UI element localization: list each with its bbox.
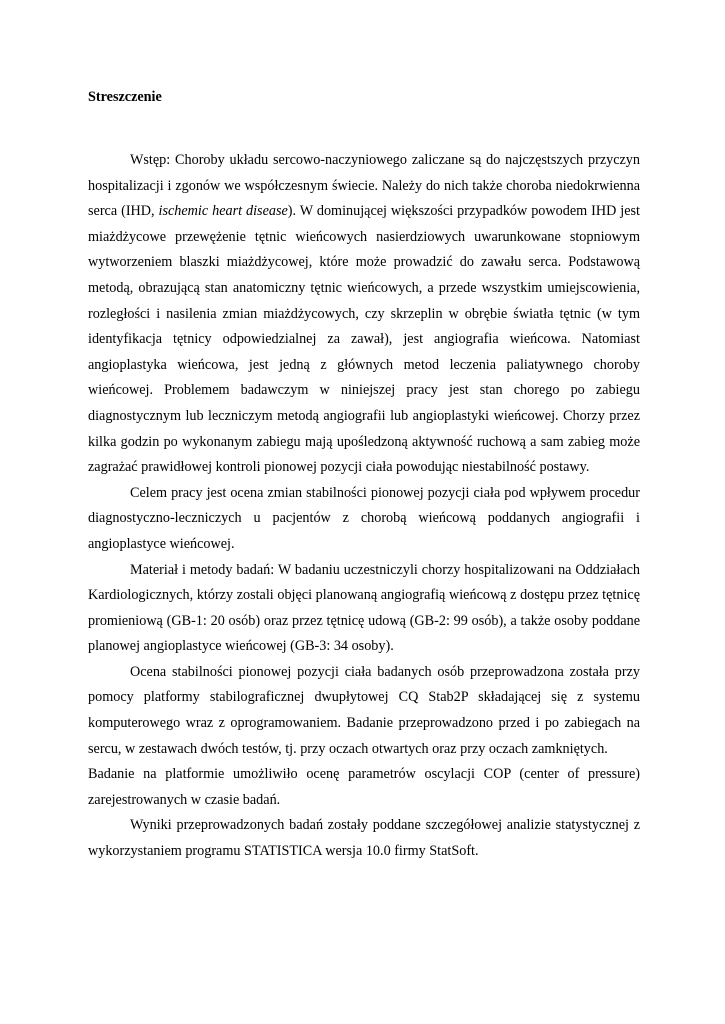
paragraph-introduction xyxy=(88,148,640,481)
paragraph-stability-assessment: Ocena stabilności pionowej pozycji ciała badanych osób przeprowadzona została przy pomocy platformy stabilograficznej dwupłytowej CQ Stab2P składającej się z systemu komputerowego wraz z oprogramowaniem. Badanie przeprowadzono przed i po zabiegach na sercu, w zestawach dwóch testów, tj. przy oczach otwartych oraz przy oczach zamkniętych. xyxy=(88,663,640,757)
paragraph-introduction-text-start: Wstęp: Choroby układu sercowo-naczyniowego zaliczane są do najczęstszych przyczyn hospitalizacji i zgonów we współczesnym świecie. Należy do nich także choroba niedokrwienna serca (IHD, xyxy=(88,152,640,220)
paragraph-introduction-italic-term: ischemic heart disease xyxy=(158,203,288,220)
paragraph-aim: Celem pracy jest ocena zmian stabilności pionowej pozycji ciała pod wpływem procedur diagnostyczno-leczniczych u pacjentów z chorobą wieńcową poddanych angiografii i angioplastyce wieńcowej. xyxy=(88,484,640,552)
paragraph-materials-methods: Materiał i metody badań: W badaniu uczestniczyli chorzy hospitalizowani na Oddziałach Kardiologicznych, którzy zostali objęci planowaną angiografią wieńcową z dostępu przez tętnicę promieniową (GB-1: 20 osób) oraz przez tętnicę udową (GB-2: 99 osób), a także osoby poddane planowej angioplastyce wieńcowej (GB-3: 34 osoby). xyxy=(88,561,640,655)
paragraph-introduction-text-end: ). W dominującej większości przypadków powodem IHD jest miażdżycowe przewężenie tętnic wieńcowych nasierdziowych uwarunkowane stopniowym wytworzeniem blaszki miażdżycowej, które może prowadzić do zawału serca. Podstawową metodą, obrazującą stan anatomiczny tętnic wieńcowych, a przede wszystkim umiejscowienia, rozległości i nasilenia zmian miażdżycowych, czy skrzeplin w obrębie światła tętnic (w tym identyfikacja tętnicy odpowiedzialnej za zawał), jest angiografia wieńcowa. Natomiast angioplastyka wieńcowa, jest jedną z głównych metod leczenia paliatywnego choroby wieńcowej. Problemem badawczym w niniejszej pracy jest stan chorego po zabiegu diagnostycznym lub leczniczym metodą angiografii lub angioplastyki wieńcowej. Chorzy przez kilka godzin po wykonanym zabiegu mają upośledzoną aktywność ruchową a sam zabieg może zagrażać prawidłowej kontroli pionowej pozycji ciała powodując niestabilność postawy. xyxy=(88,203,640,476)
document-page xyxy=(88,84,640,865)
paragraph-platform-cop: Badanie na platformie umożliwiło ocenę parametrów oscylacji COP (center of pressure) zarejestrowanych w czasie badań. xyxy=(88,766,640,808)
paragraph-results: Wyniki przeprowadzonych badań zostały poddane szczegółowej analizie statystycznej z wykorzystaniem programu STATISTICA wersja 10.0 firmy StatSoft. xyxy=(88,817,640,860)
section-heading: Streszczenie xyxy=(88,89,162,105)
